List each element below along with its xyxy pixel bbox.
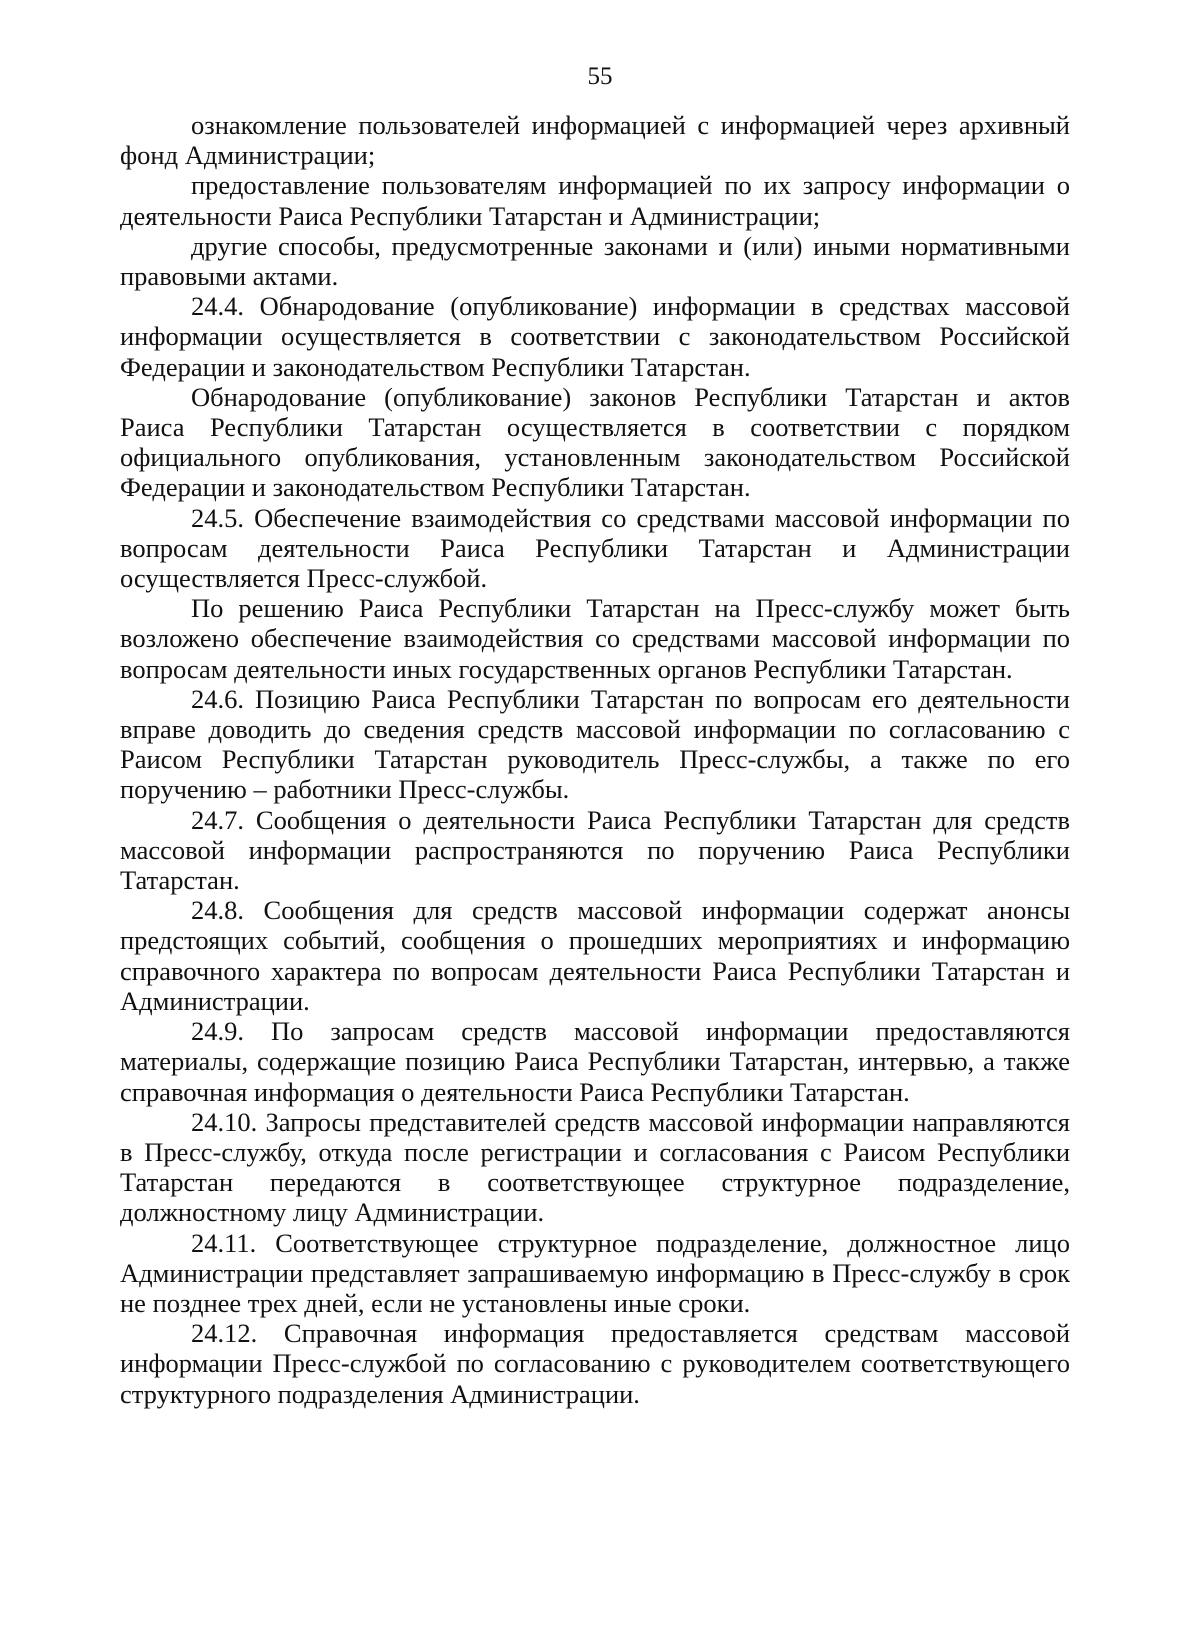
paragraph: ознакомление пользователей информацией с информацией через архивный фонд Администрации; — [120, 110, 1070, 171]
document-body — [120, 110, 1070, 1409]
paragraph-24-5: 24.5. Обеспечение взаимодействия со средствами массовой информации по вопросам деятельности Раиса Республики Татарстан и Администрации осуществляется Пресс-службой. — [120, 502, 1070, 594]
paragraph-24-7: 24.7. Сообщения о деятельности Раиса Республики Татарстан для средств массовой информации распространяются по поручению Раиса Республики Татарстан. — [120, 804, 1070, 896]
paragraph-24-8: 24.8. Сообщения для средств массовой информации содержат анонсы предстоящих событий, сообщения о прошедших мероприятиях и информацию справочного характера по вопросам деятельности Раиса Республики Татарстан и Администрации. — [120, 895, 1070, 1016]
paragraph: Обнародование (опубликование) законов Республики Татарстан и актов Раиса Республики Татарстан осуществляется в соответствии с порядком официального опубликования, установленным законодательством Российской Федерации и законодательством Республики Татарстан. — [120, 381, 1070, 503]
page-number: 55 — [587, 63, 613, 90]
paragraph-24-12: 24.12. Справочная информация предоставляется средствам массовой информации Пресс-службой по согласованию с руководителем соответствующего структурного подразделения Администрации. — [120, 1318, 1070, 1409]
paragraph-24-4: 24.4. Обнародование (опубликование) информации в средствах массовой информации осуществляется в соответствии с законодательством Российской Федерации и законодательством Республики Татарстан. — [120, 291, 1070, 382]
paragraph-24-6: 24.6. Позицию Раиса Республики Татарстан по вопросам его деятельности вправе доводить до сведения средств массовой информации по согласованию с Раисом Республики Татарстан руководитель Пресс-службы, а также по его поручению – работники Пресс-службы. — [120, 683, 1070, 805]
paragraph: другие способы, предусмотренные законами и (или) иными нормативными правовыми актами. — [120, 230, 1070, 292]
paragraph: предоставление пользователям информацией по их запросу информации о деятельности Раиса Республики Татарстан и Администрации; — [120, 170, 1070, 231]
paragraph-24-10: 24.10. Запросы представителей средств массовой информации направляются в Пресс-службу, откуда после регистрации и согласования с Раисом Республики Татарстан передаются в соответствующее структурное подразделение, должностному лицу Администрации. — [120, 1106, 1070, 1228]
paragraph-24-11: 24.11. Соответствующее структурное подразделение, должностное лицо Администрации представляет запрашиваемую информацию в Пресс-службу в срок не позднее трех дней, если не установлены иные сроки. — [120, 1227, 1070, 1318]
paragraph: По решению Раиса Республики Татарстан на Пресс-службу может быть возложено обеспечение взаимодействия со средствами массовой информации по вопросам деятельности иных государственных органов Республики Татарстан. — [120, 593, 1070, 684]
paragraph-24-9: 24.9. По запросам средств массовой информации предоставляются материалы, содержащие позицию Раиса Республики Татарстан, интервью, а также справочная информация о деятельности Раиса Республики Татарстан. — [120, 1016, 1070, 1107]
